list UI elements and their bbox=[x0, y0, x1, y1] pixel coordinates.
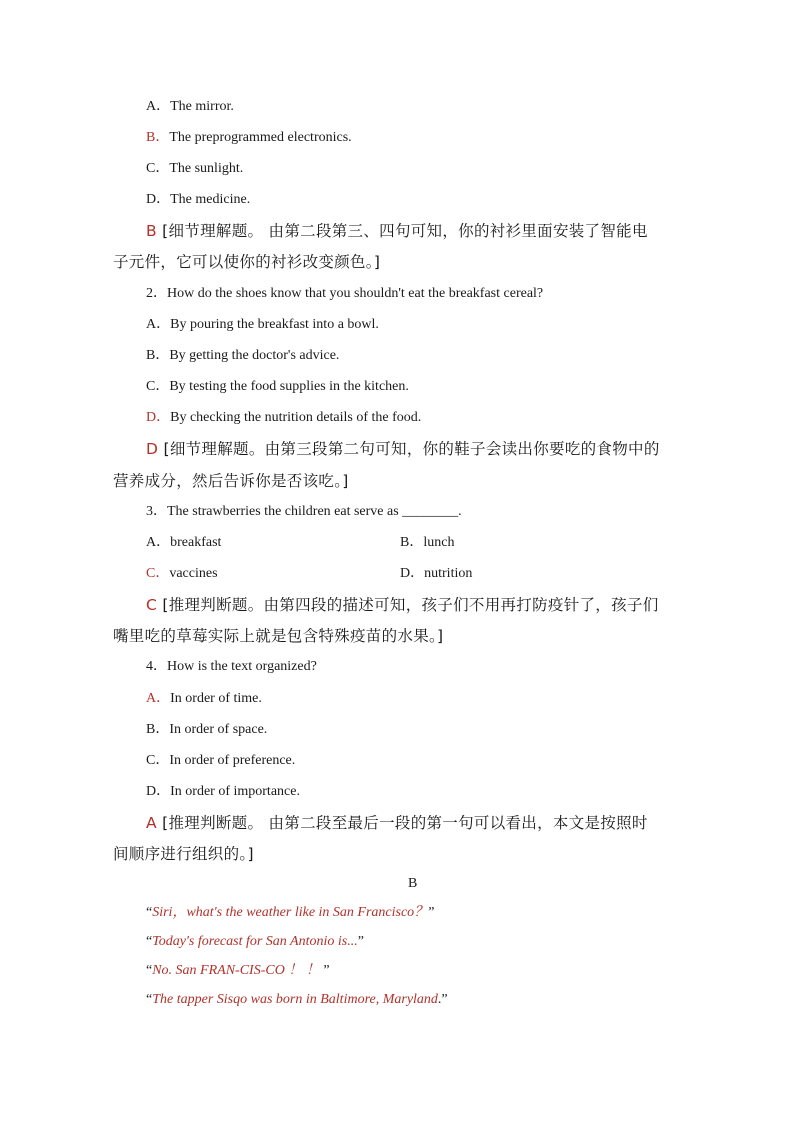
option-letter: D． bbox=[146, 192, 171, 207]
q1-option-c bbox=[146, 159, 243, 179]
option-text: The mirror. bbox=[170, 99, 234, 114]
close-quote: .” bbox=[437, 992, 448, 1007]
q2-option-a bbox=[146, 315, 379, 335]
q3-option-a bbox=[146, 533, 221, 553]
section-heading: B bbox=[408, 876, 418, 891]
answer-letter: D bbox=[146, 440, 159, 458]
q1-option-d bbox=[146, 190, 250, 210]
q2-question: 2．How do the shoes know that you shouldn't eat the breakfast cereal? bbox=[146, 286, 544, 301]
option-letter: D． bbox=[146, 784, 171, 799]
answer-letter: C bbox=[146, 596, 158, 614]
q3-question: 3．The strawberries the children eat serve as ________. bbox=[146, 504, 462, 519]
option-letter: C． bbox=[146, 379, 170, 394]
dialogue-text: Today's forecast for San Antonio is... bbox=[152, 934, 358, 949]
option-letter: C． bbox=[146, 753, 170, 768]
option-letter: A． bbox=[146, 691, 171, 706]
close-quote: ” bbox=[357, 934, 364, 949]
option-letter: D． bbox=[146, 410, 171, 425]
option-letter: B． bbox=[146, 348, 170, 363]
q3-explanation bbox=[146, 595, 659, 615]
q3-option-c bbox=[146, 564, 218, 584]
q2-option-c bbox=[146, 377, 409, 397]
q1-explanation-cont: 子元件，它可以使你的衬衫改变颜色。] bbox=[113, 253, 381, 271]
close-quote: ” bbox=[428, 905, 435, 920]
q3-option-d bbox=[400, 564, 472, 584]
dialogue-line-4 bbox=[146, 990, 448, 1010]
open-quote: “ bbox=[146, 963, 153, 978]
q3-option-b bbox=[400, 533, 454, 553]
q4-explanation bbox=[146, 813, 648, 833]
q4-option-d bbox=[146, 782, 300, 802]
option-letter: D． bbox=[400, 566, 425, 581]
dialogue-line-1 bbox=[146, 903, 434, 923]
q4-question: 4．How is the text organized? bbox=[146, 659, 317, 674]
option-text: vaccines bbox=[169, 566, 218, 581]
q3-explanation-cont: 嘴里吃的草莓实际上就是包含特殊疫苗的水果。] bbox=[113, 627, 444, 645]
option-letter: C． bbox=[146, 161, 170, 176]
option-text: By pouring the breakfast into a bowl. bbox=[170, 317, 379, 332]
q2-option-d bbox=[146, 408, 421, 428]
q2-explanation-cont: 营养成分，然后告诉你是否该吃。] bbox=[113, 472, 349, 490]
q4-option-b bbox=[146, 720, 267, 740]
explanation-text: [细节理解题。 由第二段第三、四句可知，你的衬衫里面安装了智能电 bbox=[156, 222, 648, 240]
dialogue-text: No. San FRAN-CIS-CO ！ ！ bbox=[152, 963, 324, 978]
option-letter: B． bbox=[400, 535, 424, 550]
option-letter: A． bbox=[146, 317, 171, 332]
q1-option-b bbox=[146, 128, 352, 148]
q2-option-b bbox=[146, 346, 339, 366]
q4-option-a bbox=[146, 689, 262, 709]
dialogue-text: Siri，what's the weather like in San Francisco？ bbox=[152, 905, 429, 920]
close-quote: ” bbox=[323, 963, 330, 978]
explanation-text: [细节理解题。由第三段第二句可知，你的鞋子会读出你要吃的食物中的 bbox=[158, 440, 660, 458]
option-letter: A． bbox=[146, 99, 171, 114]
open-quote: “ bbox=[146, 992, 153, 1007]
option-text: lunch bbox=[423, 535, 455, 550]
dialogue-text: The tapper Sisqo was born in Baltimore, Maryland bbox=[152, 992, 438, 1007]
option-text: nutrition bbox=[424, 566, 473, 581]
option-letter: C． bbox=[146, 566, 170, 581]
open-quote: “ bbox=[146, 905, 153, 920]
option-letter: B． bbox=[146, 130, 170, 145]
explanation-text: [推理判断题。由第四段的描述可知，孩子们不用再打防疫针了，孩子们 bbox=[157, 596, 659, 614]
option-letter: B． bbox=[146, 722, 170, 737]
answer-letter: B bbox=[146, 222, 157, 240]
dialogue-line-2 bbox=[146, 932, 364, 952]
option-text: The sunlight. bbox=[169, 161, 244, 176]
open-quote: “ bbox=[146, 934, 153, 949]
q1-explanation bbox=[146, 221, 648, 241]
option-text: By testing the food supplies in the kitchen. bbox=[169, 379, 409, 394]
option-text: In order of time. bbox=[170, 691, 262, 706]
option-text: breakfast bbox=[170, 535, 222, 550]
option-text: In order of preference. bbox=[169, 753, 296, 768]
dialogue-line-3 bbox=[146, 961, 330, 981]
answer-letter: A bbox=[146, 814, 157, 832]
explanation-text: [推理判断题。 由第二段至最后一段的第一句可以看出，本文是按照时 bbox=[156, 814, 648, 832]
option-text: By checking the nutrition details of the food. bbox=[170, 410, 422, 425]
option-text: In order of importance. bbox=[170, 784, 300, 799]
q2-explanation bbox=[146, 439, 660, 459]
q4-option-c bbox=[146, 751, 295, 771]
option-text: The medicine. bbox=[170, 192, 251, 207]
option-text: In order of space. bbox=[169, 722, 268, 737]
option-text: The preprogrammed electronics. bbox=[169, 130, 352, 145]
q4-explanation-cont: 间顺序进行组织的。] bbox=[113, 845, 254, 863]
q1-option-a bbox=[146, 97, 234, 117]
option-text: By getting the doctor's advice. bbox=[169, 348, 340, 363]
option-letter: A． bbox=[146, 535, 171, 550]
